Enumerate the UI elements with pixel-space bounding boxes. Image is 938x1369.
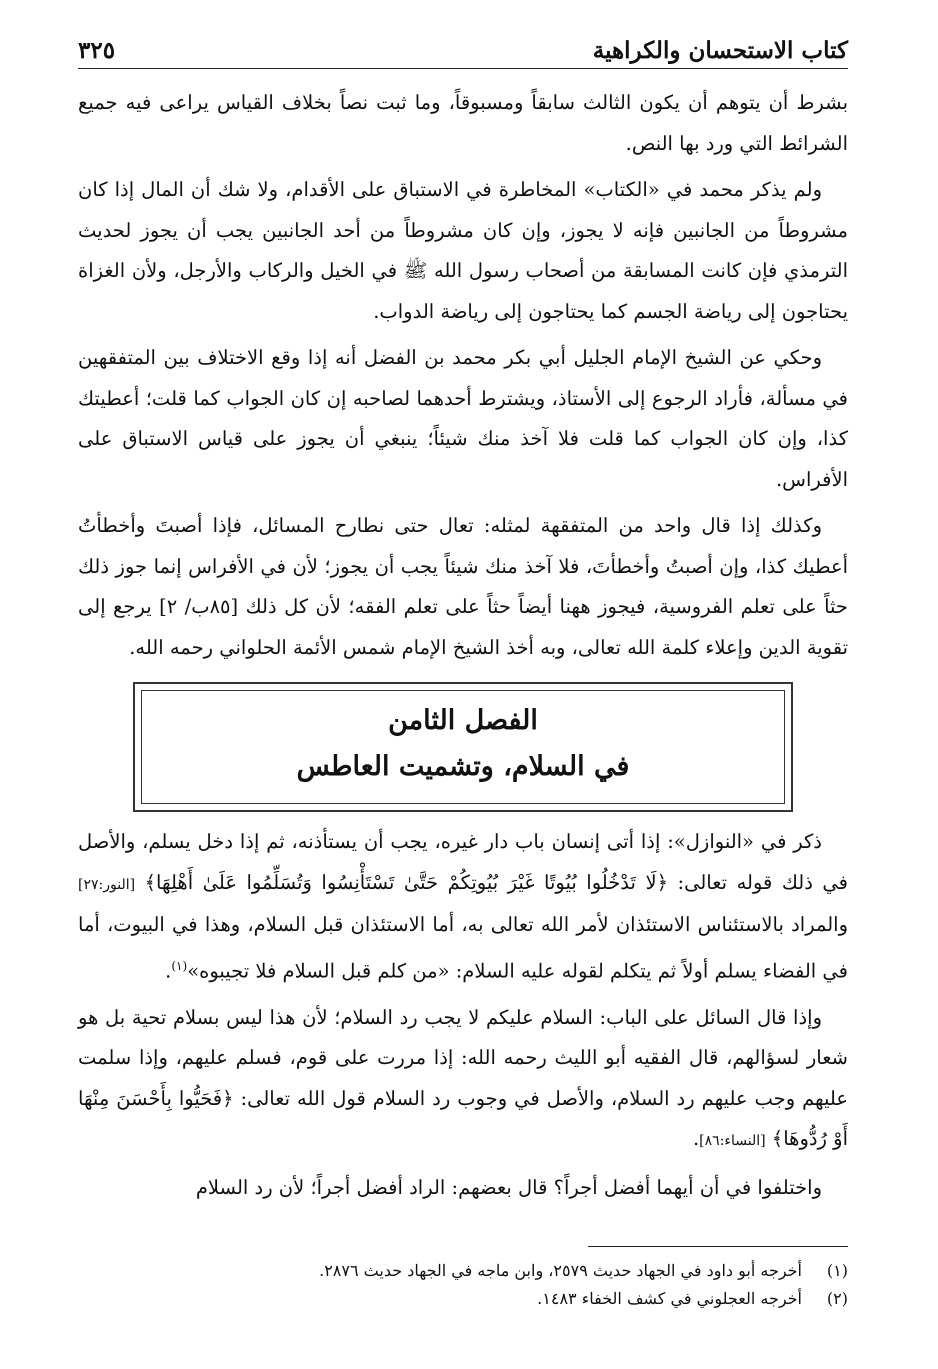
verse-reference-2: [النساء:٨٦] xyxy=(699,1133,766,1149)
footnotes xyxy=(78,1257,848,1313)
section-heading-line-1: الفصل الثامن xyxy=(388,705,538,736)
paragraph-5-text-b: والمراد بالاستئناس الاستئذان لأمر الله تعالى به، أما الاستئذان قبل السلام، وهذا في البيوت، أما في الفضاء يسلم أولاً ثم يتكلم لقوله عليه السلام: «من كلم قبل السلام فلا تجيبوه» xyxy=(78,913,848,982)
paragraph-3: وحكي عن الشيخ الإمام الجليل أبي بكر محمد بن الفضل أنه إذا وقع الاختلاف بين المتفقهين في مسألة، فأراد الرجوع إلى الأستاذ، ويشترط أحدهما لصاحبه إن كان الجواب كما قلت؛ أعطيتك كذا، وإن كان الجواب كما قلت فلا آخذ منك شيئاً؛ ينبغي أن يجوز على قياس الاستباق على الأفراس. xyxy=(78,346,848,491)
paragraph-6 xyxy=(78,998,848,1162)
quran-verse-1: ﴿لَا تَدْخُلُوا بُيُوتًا غَيْرَ بُيُوتِكُمْ حَتَّىٰ تَسْتَأْنِسُوا وَتُسَلِّمُوا عَلَىٰ أَهْلِهَا﴾ xyxy=(144,870,668,894)
footnote-2 xyxy=(78,1285,848,1313)
section-heading-box xyxy=(133,682,793,812)
running-header xyxy=(78,28,848,69)
paragraph-5-end: . xyxy=(165,959,172,982)
footnote-number: (١) xyxy=(826,1261,848,1280)
paragraph-5 xyxy=(78,822,848,992)
paragraph-6-text-a: وإذا قال السائل على الباب: السلام عليكم لا يجب رد السلام؛ لأن هذا ليس بسلام تحية بل هو شعار لسؤالهم، قال الفقيه أبو الليث رحمه الله: إذا مررت على قوم، فسلم عليهم، وإذا سلمت عليهم وجب عليهم رد السلام، والأصل في وجوب رد السلام قول الله تعالى: xyxy=(78,1005,849,1110)
book-page xyxy=(78,28,848,1348)
paragraph-1: بشرط أن يتوهم أن يكون الثالث سابقاً ومسبوقاً، وما ثبت نصاً بخلاف القياس يراعى فيه جميع الشرائط التي ورد بها النص. xyxy=(78,91,848,155)
footnote-marker-1: (١) xyxy=(171,958,188,973)
paragraph-4: وكذلك إذا قال واحد من المتفقهة لمثله: تعال حتى نطارح المسائل، فإذا أصبتَ وأخطأتُ أعطيك كذا، وإن أصبتُ وأخطأتَ، فلا آخذ منك شيئاً يجب أن يجوز؛ لأن في الأفراس إنما جوز ذلك حثاً على تعلم الفروسية، فيجوز ههنا أيضاً حثاً على تعلم الفقه؛ لأن كل ذلك [٨٥ب/ ٢] يرجع إلى تقوية الدين وإعلاء كلمة الله تعالى، وبه أخذ الشيخ الإمام شمس الأئمة الحلواني رحمه الله. xyxy=(78,514,848,659)
footnote-text: أخرجه أبو داود في الجهاد حديث ٢٥٧٩، وابن ماجه في الجهاد حديث ٢٨٧٦. xyxy=(319,1261,802,1280)
footnote-number: (٢) xyxy=(826,1289,848,1308)
footnote-divider xyxy=(588,1246,848,1247)
footnote-text: أخرجه العجلوني في كشف الخفاء ١٤٨٣. xyxy=(537,1289,802,1308)
section-heading-line-2: في السلام، وتشميت العاطس xyxy=(296,751,630,782)
page-number: ٣٢٥ xyxy=(78,37,116,64)
paragraph-5-text-a: ذكر في «النوازل»: إذا أتى إنسان باب دار غيره، يجب أن يستأذنه، ثم إذا دخل يسلم، والأصل في ذلك قوله تعالى: xyxy=(78,830,849,894)
paragraph-2: ولم يذكر محمد في «الكتاب» المخاطرة في الاستباق على الأقدام، ولا شك أن المال إذا كان مشروطاً من الجانبين فإنه لا يجوز، وإن كان مشروطاً من أحد الجانبين يجب أن يجوز لحديث الترمذي فإن كانت المسابقة من أصحاب رسول الله ﷺ في الخيل والركاب والأرجل، ولأن الغزاة يحتاجون إلى رياضة الجسم كما يحتاجون إلى رياضة الدواب. xyxy=(78,178,848,323)
paragraph-7: واختلفوا في أن أيهما أفضل أجراً؟ قال بعضهم: الراد أفضل أجراً؛ لأن رد السلام xyxy=(195,1175,822,1199)
verse-reference-1: [النور:٢٧] xyxy=(78,876,136,893)
chapter-title: كتاب الاستحسان والكراهية xyxy=(592,37,848,64)
paragraph-6-end: . xyxy=(692,1127,700,1150)
quran-verse-2: ﴿فَحَيُّوا بِأَحْسَنَ مِنْهَا أَوْ رُدُّوهَا﴾ xyxy=(78,1086,848,1150)
footnote-1 xyxy=(78,1257,848,1285)
